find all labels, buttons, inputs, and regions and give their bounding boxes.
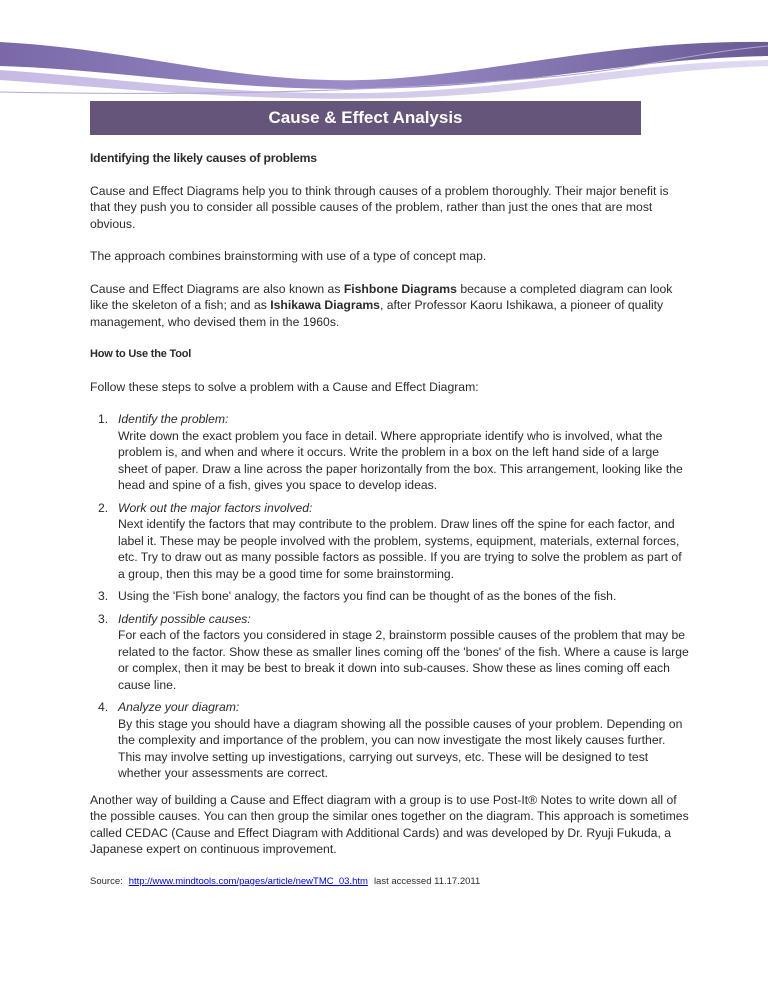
step-title: Identify the problem: xyxy=(118,412,229,426)
step-body: Write down the exact problem you face in detail. Where appropriate identify who is involved, what the problem is, and when and where it occurs. Write the problem in a box on the left hand side of a large sheet of paper. Draw a line across the paper horizontally from the box. This arrangement, looking like the head and spine of a fish, gives you space to develop ideas. xyxy=(118,428,683,492)
step-body: For each of the factors you considered in stage 2, brainstorm possible causes of the problem that may be related to the factor. Show these as smaller lines coming off the 'bones' of the fish. Where a cause is large or complex, then it may be best to break it down into sub-causes. Show these as lines coming off each cause line. xyxy=(118,628,689,692)
source-label: Source: xyxy=(90,875,123,887)
step-body: Next identify the factors that may contribute to the problem. Draw lines off the spine for each factor, and label it. These may be people involved with the problem, systems, equipment, materials, external forces, etc. Try to draw out as many possible factors as possible. If you are trying to solve the problem as part of a group, then this may be a good time for some brainstorming. xyxy=(118,517,682,581)
list-item xyxy=(90,611,690,694)
intro-paragraph-2: The approach combines brainstorming with use of a type of concept map. xyxy=(90,249,487,263)
step-title: Analyze your diagram: xyxy=(118,700,240,714)
step-body: By this stage you should have a diagram showing all the possible causes of your problem. Depending on the complexity and importance of the problem, you can now investigate the most likely causes further. This may involve setting up investigations, carrying out surveys, etc. These will be designed to test whether your assessments are correct. xyxy=(118,716,683,780)
steps-list xyxy=(90,411,690,782)
source-accessed: last accessed 11.17.2011 xyxy=(373,875,481,887)
para3-text-a: Cause and Effect Diagrams are also known as xyxy=(90,281,344,296)
howto-lead: Follow these steps to solve a problem with a Cause and Effect Diagram: xyxy=(90,379,479,394)
list-item xyxy=(90,588,690,605)
step-number: 3. xyxy=(98,589,109,603)
term-ishikawa: Ishikawa Diagrams xyxy=(270,298,380,312)
list-item xyxy=(90,500,690,583)
step-number: 4. xyxy=(98,700,109,714)
list-item xyxy=(90,411,690,494)
howto-heading: How to Use the Tool xyxy=(90,348,192,360)
step-body: Using the 'Fish bone' analogy, the factors you find can be thought of as the bones of the fish. xyxy=(118,589,617,603)
para3-text-e: , after Professor Kaoru Ishikawa, a pioneer of quality management, who devised them in the 1960s. xyxy=(90,298,664,329)
step-number: 2. xyxy=(98,500,109,515)
closing-paragraph: Another way of building a Cause and Effect diagram with a group is to use Post-It® Notes to write down all of the possible causes. You can then group the similar ones together on the diagram. This approach is sometimes called CEDAC (Cause and Effect Diagram with Additional Cards) and was developed by Dr. Ryuji Fukuda, a Japanese expert on continuous improvement. xyxy=(90,792,689,856)
header-wave-banner xyxy=(0,0,768,100)
source-link[interactable]: http://www.mindtools.com/pages/article/newTMC_03.htm xyxy=(128,875,368,887)
step-number: 3. xyxy=(98,611,109,626)
para3-text-c: because a completed diagram can look like the skeleton of a fish; and as xyxy=(90,281,673,312)
intro-paragraph-3 xyxy=(90,281,690,331)
intro-heading: Identifying the likely causes of problems xyxy=(90,151,317,165)
document-body xyxy=(90,150,690,890)
term-fishbone: Fishbone Diagrams xyxy=(343,281,457,296)
list-item xyxy=(90,699,690,782)
step-title: Work out the major factors involved: xyxy=(118,500,313,515)
source-line xyxy=(90,874,690,891)
step-number: 1. xyxy=(98,412,109,426)
page-title: Cause & Effect Analysis xyxy=(90,101,641,135)
intro-paragraph-1: Cause and Effect Diagrams help you to think through causes of a problem thoroughly. Their major benefit is that they push you to consider all possible causes of the problem, rather than just the ones that are most obvious. xyxy=(90,183,669,231)
step-title: Identify possible causes: xyxy=(118,611,251,626)
